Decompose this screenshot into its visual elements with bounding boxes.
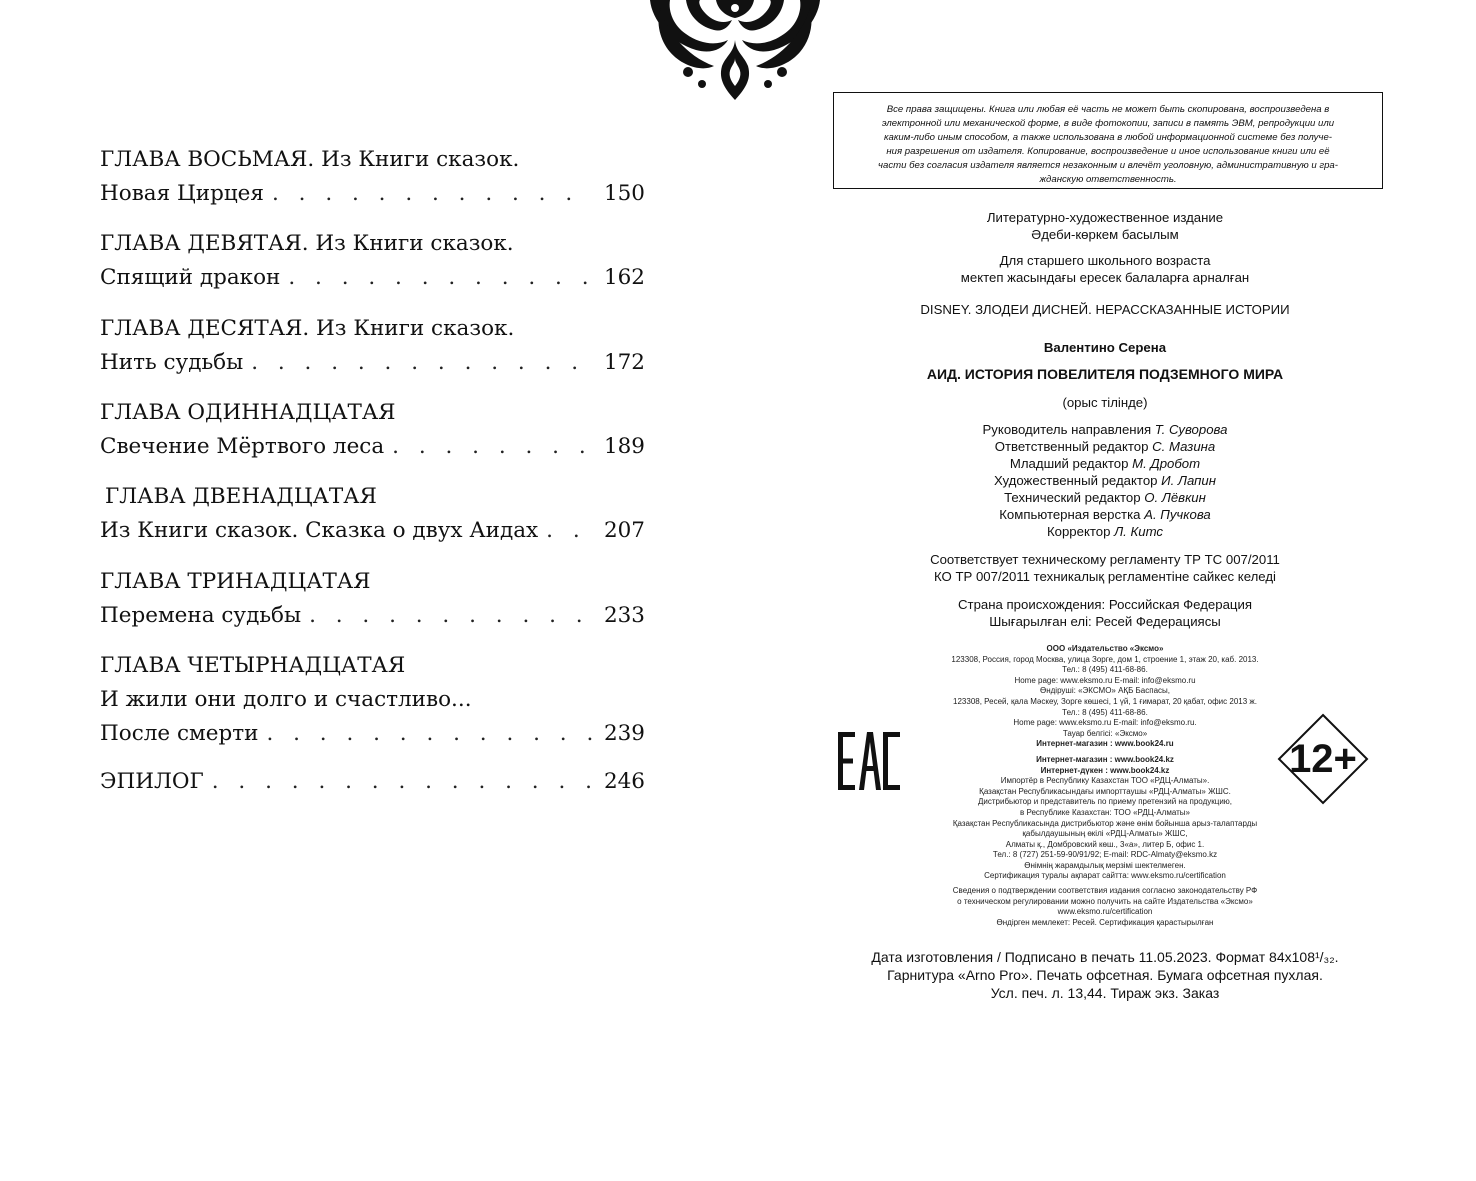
publisher-line: Тауар белгісі: «Эксмо»	[1062, 728, 1148, 738]
publisher-line: Өнімнің жарамдылық мерзімі шектелмеген.	[1024, 860, 1186, 870]
copyright-notice	[833, 92, 1383, 189]
toc-chapter-8	[100, 143, 645, 211]
toc-page-number: 189	[603, 434, 645, 459]
book-title-block	[840, 366, 1370, 383]
staff-name: И. Лапин	[1161, 473, 1216, 488]
eac-mark-icon	[838, 732, 900, 790]
copyright-line: каким-либо иным способом, а также использована в любой информационной системе без получе-	[884, 132, 1332, 143]
publisher-line: Home page: www.eksmo.ru E-mail: info@eksmo.ru.	[1013, 718, 1197, 728]
edition-age	[840, 252, 1370, 286]
toc-title: Перемена судьбы	[100, 603, 302, 628]
staff-name: С. Мазина	[1152, 439, 1216, 454]
staff-role: Компьютерная верстка	[999, 507, 1141, 522]
staff-role: Технический редактор	[1004, 490, 1141, 505]
publisher-line: Тел.: 8 (495) 411-68-86.	[1062, 665, 1148, 675]
print-data-line: Дата изготовления / Подписано в печать 11.05.2023. Формат 84x108¹/₃₂.	[871, 949, 1339, 965]
staff-name: Л. Китс	[1114, 524, 1164, 539]
toc-page-number: 162	[603, 265, 645, 290]
toc-epilogue	[100, 765, 645, 799]
publisher-line: о техническом регулировании можно получить на сайте Издательства «Эксмо»	[957, 896, 1253, 906]
staff-line	[840, 489, 1370, 506]
publisher-info	[905, 644, 1305, 928]
print-data-line: Усл. печ. л. 13,44. Тираж экз. Заказ	[990, 985, 1220, 1001]
toc-page-number: 246	[603, 769, 645, 794]
toc-heading: ГЛАВА ДЕСЯТАЯ. Из Книги сказок.	[100, 316, 515, 341]
toc-entry[interactable]	[100, 346, 645, 380]
toc-chapter-14	[100, 649, 645, 751]
book-title: АИД. ИСТОРИЯ ПОВЕЛИТЕЛЯ ПОДЗЕМНОГО МИРА	[926, 366, 1284, 382]
toc-page-number: 207	[603, 518, 645, 543]
publisher-line: Қазақстан Республикасында дистрибьютор және өнім бойынша арыз-талаптарды	[952, 818, 1258, 828]
publisher-line: қабылдаушының өкілі «РДЦ-Алматы» ЖШС,	[1022, 829, 1188, 839]
publisher-line: www.eksmo.ru/certification	[1057, 907, 1153, 917]
toc-chapter-10	[100, 312, 645, 380]
toc-chapter-12	[100, 480, 645, 548]
toc-heading: ГЛАВА ОДИННАДЦАТАЯ	[100, 400, 396, 425]
compliance-block	[840, 551, 1370, 585]
origin-line: Страна происхождения: Российская Федерация	[958, 597, 1252, 612]
toc-chapter-9	[100, 227, 645, 295]
toc-heading: ГЛАВА ВОСЬМАЯ. Из Книги сказок.	[100, 147, 520, 172]
age-rating-label: 12+	[1289, 737, 1357, 781]
author-name: Валентино Серена	[1043, 340, 1167, 355]
copyright-line: части без согласия издателя является незаконным и влечёт уголовную, административную и гра-	[878, 160, 1338, 171]
origin-line: Шығарылған елі: Ресей Федерациясы	[989, 614, 1221, 629]
toc-heading: ГЛАВА ДЕВЯТАЯ. Из Книги сказок.	[100, 231, 514, 256]
publisher-line: 123308, Ресей, қала Мәскеу, Зорге көшесі, 1 үй, 1 ғимарат, 20 қабат, офис 2013 ж.	[953, 696, 1257, 706]
publisher-line: Интернет-дүкен : www.book24.kz	[1040, 765, 1170, 775]
toc-heading: ГЛАВА ДВЕНАДЦАТАЯ	[105, 484, 377, 509]
staff-line	[840, 438, 1370, 455]
toc-title: Нить судьбы	[100, 350, 244, 375]
toc-heading: ГЛАВА ЧЕТЫРНАДЦАТАЯ	[100, 653, 406, 678]
staff-name: М. Дробот	[1132, 456, 1201, 471]
compliance-line: КО ТР 007/2011 техникалық регламентіне сайкес келеді	[934, 569, 1276, 584]
staff-name: А. Пучкова	[1144, 507, 1211, 522]
toc-entry[interactable]	[100, 261, 645, 295]
language-block	[840, 394, 1370, 411]
staff-line	[840, 472, 1370, 489]
toc-page-number: 150	[603, 181, 645, 206]
publisher-line: в Республике Казахстан: ТОО «РДЦ-Алматы»	[1020, 807, 1190, 817]
copyright-line: ния разрешения от издателя. Копирование, воспроизведение и иное использование книги или её	[886, 146, 1330, 157]
staff-role: Ответственный редактор	[994, 439, 1149, 454]
print-data	[820, 948, 1390, 1002]
toc-entry[interactable]	[100, 430, 645, 464]
publisher-line: Интернет-магазин : www.book24.kz	[1036, 754, 1174, 764]
publisher-line: Импортёр в Республику Казахстан ТОО «РДЦ-Алматы».	[1000, 776, 1210, 786]
age-rating-badge	[1277, 713, 1369, 805]
toc-entry[interactable]	[100, 514, 645, 548]
publisher-line: Home page: www.eksmo.ru E-mail: info@eksmo.ru	[1014, 675, 1196, 685]
staff-line	[840, 421, 1370, 438]
toc-title: Новая Цирцея	[100, 181, 264, 206]
staff-name: Т. Суворова	[1154, 422, 1228, 437]
staff-role: Корректор	[1046, 524, 1111, 539]
toc-title: После смерти	[100, 721, 259, 746]
staff-role: Руководитель направления	[982, 422, 1152, 437]
toc-leader-dots	[212, 765, 594, 799]
toc-title: Из Книги сказок. Сказка о двух Аидах	[100, 518, 539, 543]
toc-chapter-11	[100, 396, 645, 464]
toc-leader-dots	[272, 177, 594, 211]
publisher-line: Тел.: 8 (727) 251-59-90/91/92; E-mail: RDC-Almaty@eksmo.kz	[992, 850, 1218, 860]
series-block	[840, 301, 1370, 318]
toc-leader-dots	[309, 599, 594, 633]
publisher-line: Өндірген мемлекет: Ресей. Сертификация қарастырылған	[996, 917, 1214, 927]
publisher-line: Дистрибьютор и представитель по приему претензий на продукцию,	[977, 797, 1233, 807]
toc-chapter-13	[100, 565, 645, 633]
toc-title: Спящий дракон	[100, 265, 281, 290]
publisher-line: Сведения о подтверждении соответствия издания согласно законодательству РФ	[952, 886, 1258, 896]
staff-line	[840, 506, 1370, 523]
toc-title: Свечение Мёртвого леса	[100, 434, 385, 459]
toc-heading: ГЛАВА ТРИНАДЦАТАЯ	[100, 569, 371, 594]
toc-entry[interactable]	[100, 599, 645, 633]
toc-leader-dots	[266, 717, 594, 751]
toc-leader-dots	[546, 514, 594, 548]
edition-age-kz: мектеп жасындағы ересек балаларға арналған	[960, 270, 1250, 285]
author-block	[840, 339, 1370, 356]
toc-title: ЭПИЛОГ	[100, 769, 204, 794]
publisher-line: Тел.: 8 (495) 411-68-86.	[1062, 707, 1148, 717]
toc-leader-dots	[392, 430, 594, 464]
publisher-line: Алматы қ., Домбровский көш., 3«а», литер Б, офис 1.	[1005, 839, 1205, 849]
toc-page-number: 233	[603, 603, 645, 628]
edition-age-ru: Для старшего школьного возраста	[999, 253, 1211, 268]
toc-page-number: 172	[603, 350, 645, 375]
publisher-line: Сертификация туралы ақпарат сайтта: www.eksmo.ru/certification	[984, 871, 1226, 881]
language-note: (орыс тілінде)	[1062, 395, 1148, 410]
staff-line	[840, 455, 1370, 472]
copyright-line: Все права защищены. Книга или любая её часть не может быть скопирована, воспроизведена в	[886, 104, 1330, 115]
toc-entry[interactable]	[100, 765, 645, 799]
copyright-line: жданскую ответственность.	[1039, 174, 1177, 185]
publisher-line: 123308, Россия, город Москва, улица Зорге, дом 1, строение 1, этаж 20, каб. 2013.	[951, 654, 1259, 664]
ornament-flourish	[630, 0, 840, 105]
edition-type-kz: Әдеби-көркем басылым	[1031, 227, 1179, 242]
toc-leader-dots	[288, 261, 594, 295]
publisher-line: Қазақстан Республикасындағы импорттаушы «РДЦ-Алматы» ЖШС.	[979, 786, 1231, 796]
publisher-line: ООО «Издательство «Эксмо»	[1046, 644, 1164, 653]
publisher-line: Интернет-магазин : www.book24.ru	[1036, 739, 1174, 749]
toc-page-number: 239	[603, 721, 645, 746]
staff-name: О. Лёвкин	[1144, 490, 1206, 505]
origin-block	[840, 596, 1370, 630]
edition-type	[840, 209, 1370, 243]
publisher-line: Өндіруші: «ЭКСМО» АҚБ Баспасы,	[1039, 686, 1171, 696]
staff-line	[840, 523, 1370, 540]
series-title: DISNEY. ЗЛОДЕИ ДИСНЕЙ. НЕРАССКАЗАННЫЕ ИСТОРИИ	[920, 302, 1290, 317]
copyright-line: электронной или механической форме, в виде фотокопии, записи в память ЭВМ, репродукции или	[881, 118, 1335, 129]
print-data-line: Гарнитура «Arno Pro». Печать офсетная. Бумага офсетная пухлая.	[887, 967, 1323, 983]
toc-entry[interactable]	[100, 177, 645, 211]
compliance-line: Соответствует техническому регламенту ТР ТС 007/2011	[930, 552, 1280, 567]
edition-type-ru: Литературно-художественное издание	[986, 210, 1224, 225]
staff-role: Художественный редактор	[994, 473, 1158, 488]
toc-leader-dots	[251, 346, 594, 380]
staff-credits	[840, 421, 1370, 540]
toc-entry[interactable]	[100, 717, 645, 751]
staff-role: Младший редактор	[1009, 456, 1129, 471]
toc-subheading: И жили они долго и счастливо...	[100, 687, 472, 712]
